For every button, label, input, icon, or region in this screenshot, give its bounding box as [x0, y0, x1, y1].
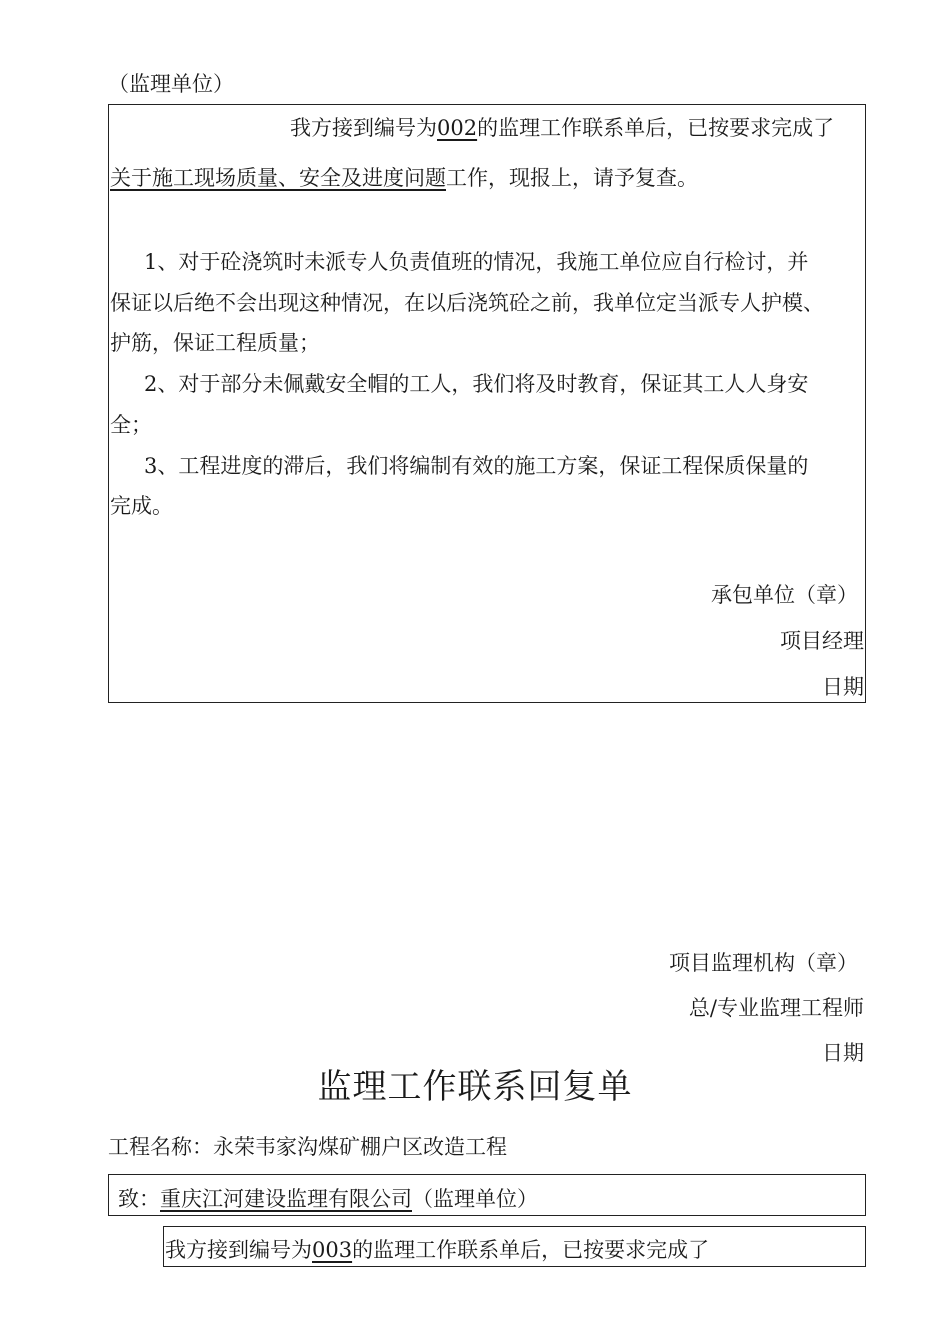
project-name-label: 工程名称： [108, 1135, 213, 1159]
project-name-line [108, 1137, 507, 1158]
reply-intro-suffix: 的监理工作联系单后，已按要求完成了 [477, 116, 835, 140]
reply2-intro-line [165, 1240, 709, 1261]
item-3-line-2: 完成。 [110, 494, 173, 518]
reply2-intro-prefix: 我方接到编号为 [165, 1238, 312, 1262]
project-manager: 项目经理 [780, 629, 864, 653]
contractor-seal: 承包单位（章） [711, 583, 858, 607]
supervision-engineer: 总/专业监理工程师 [688, 996, 864, 1020]
reply-content-box [108, 104, 866, 703]
supervision-unit-label: （监理单位） [108, 72, 234, 96]
item-1-line-1: 1、对于砼浇筑时未派专人负责值班的情况，我施工单位应自行检讨，并 [144, 250, 809, 274]
item-1-line-2: 保证以后绝不会出现这种情况，在以后浇筑砼之前，我单位定当派专人护模、 [110, 291, 824, 315]
addressee-suffix: （监理单位） [412, 1187, 538, 1211]
project-name: 永荣韦家沟煤矿棚户区改造工程 [213, 1135, 507, 1159]
reply-subject-line [110, 168, 698, 189]
addressee-company: 重庆江河建设监理有限公司 [160, 1187, 412, 1211]
reply-subject: 关于施工现场质量、安全及进度问题 [110, 166, 446, 190]
reply-subject-suffix: 工作，现报上，请予复查。 [446, 166, 698, 190]
contractor-date: 日期 [822, 675, 864, 699]
reply-intro-line [290, 118, 834, 139]
item-1-line-3: 护筋，保证工程质量； [110, 331, 320, 355]
reply-intro-prefix: 我方接到编号为 [290, 116, 437, 140]
item-2-line-1: 2、对于部分未佩戴安全帽的工人，我们将及时教育，保证其工人人身安 [144, 372, 809, 396]
reference-number: 002 [437, 116, 478, 140]
item-3-line-1: 3、工程进度的滞后，我们将编制有效的施工方案，保证工程保质保量的 [144, 454, 809, 478]
addressee-line [118, 1189, 538, 1210]
supervision-date: 日期 [822, 1041, 864, 1065]
item-2-line-2: 全； [110, 413, 152, 437]
page-title: 监理工作联系回复单 [317, 1067, 633, 1107]
addressee-label: 致： [118, 1187, 160, 1211]
reply2-reference-number: 003 [312, 1238, 353, 1262]
reply2-intro-suffix: 的监理工作联系单后，已按要求完成了 [352, 1238, 710, 1262]
supervision-org-seal: 项目监理机构（章） [669, 951, 858, 975]
